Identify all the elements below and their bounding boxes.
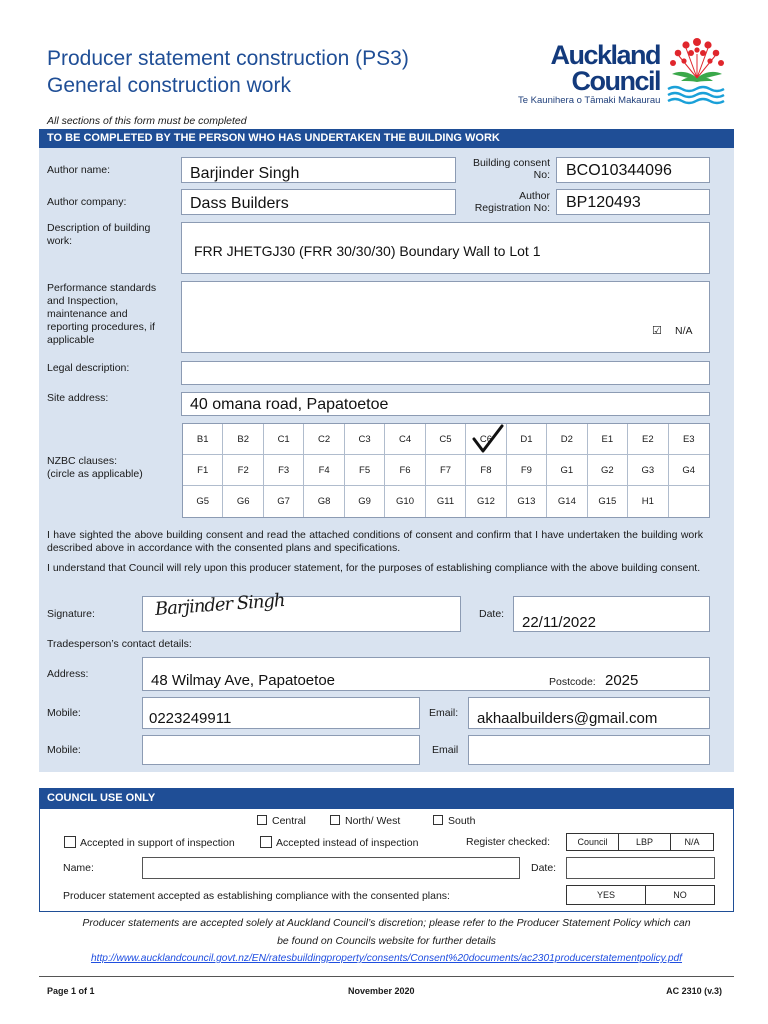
registration-number-value: BP120493 — [566, 194, 641, 211]
clause-cell[interactable]: G5 — [183, 486, 223, 517]
clause-cell[interactable]: E1 — [588, 424, 628, 455]
address-value: 48 Wilmay Ave, Papatoetoe — [151, 672, 335, 689]
clause-cell[interactable]: B1 — [183, 424, 223, 455]
form-subtitle: General construction work — [47, 74, 291, 97]
clause-cell[interactable]: D1 — [507, 424, 547, 455]
author-company-label: Author company: — [47, 196, 127, 208]
accepted-support-option[interactable]: Accepted in support of inspection — [64, 836, 235, 849]
clause-cell[interactable]: G13 — [507, 486, 547, 517]
clause-cell[interactable]: G7 — [264, 486, 304, 517]
mobile2-field[interactable] — [142, 735, 420, 765]
nzbc-label: NZBC clauses: (circle as applicable) — [47, 455, 143, 480]
accepted-support-checkbox[interactable] — [64, 836, 76, 848]
footer-divider — [39, 976, 734, 977]
address-field[interactable] — [142, 657, 710, 691]
clause-cell[interactable]: F5 — [345, 455, 385, 486]
description-value: FRR JHETGJ30 (FRR 30/30/30) Boundary Wall to Lot 1 — [194, 243, 541, 259]
checkmark-icon — [471, 424, 505, 456]
clause-cell[interactable]: F8 — [466, 455, 506, 486]
clause-cell[interactable]: G6 — [223, 486, 263, 517]
north-west-checkbox[interactable] — [330, 815, 340, 825]
council-date-field[interactable] — [566, 857, 715, 879]
site-address-value: 40 omana road, Papatoetoe — [190, 396, 389, 413]
clause-cell[interactable]: G2 — [588, 455, 628, 486]
clause-cell[interactable]: C1 — [264, 424, 304, 455]
signature-image: Barjinder Singh — [154, 589, 286, 620]
clause-cell[interactable]: F1 — [183, 455, 223, 486]
clause-cell[interactable]: D2 — [547, 424, 587, 455]
consent-label: Building consent No: — [472, 157, 550, 181]
clause-cell[interactable]: F6 — [385, 455, 425, 486]
accepted-instead-checkbox[interactable] — [260, 836, 272, 848]
clause-cell[interactable]: F4 — [304, 455, 344, 486]
clause-cell[interactable]: B2 — [223, 424, 263, 455]
page-number: Page 1 of 1 — [47, 986, 95, 996]
council-name-label: Name: — [63, 862, 94, 874]
option-south[interactable]: South — [433, 815, 475, 827]
signature-label: Signature: — [47, 608, 95, 620]
logo-text-council: Council — [571, 66, 660, 96]
form-code: AC 2310 (v.3) — [666, 986, 722, 996]
date-value: 22/11/2022 — [522, 614, 596, 631]
clause-cell[interactable]: G15 — [588, 486, 628, 517]
clause-cell[interactable]: G9 — [345, 486, 385, 517]
clause-cell[interactable]: G10 — [385, 486, 425, 517]
form-date: November 2020 — [348, 986, 415, 996]
clause-cell[interactable]: F3 — [264, 455, 304, 486]
clause-cell[interactable]: G11 — [426, 486, 466, 517]
clause-cell[interactable]: C6 — [466, 424, 506, 455]
address-label: Address: — [47, 668, 89, 680]
date-label: Date: — [479, 608, 505, 620]
nzbc-clause-grid — [182, 423, 710, 518]
clause-cell[interactable]: C4 — [385, 424, 425, 455]
completion-note: All sections of this form must be completed — [47, 115, 247, 127]
statement-reliance: I understand that Council will rely upon this producer statement, for the purposes of establishing compliance with the above building consent. — [47, 562, 701, 574]
email-label: Email: — [429, 707, 459, 719]
policy-link-wrap — [39, 950, 734, 966]
performance-field[interactable] — [181, 281, 710, 353]
clause-cell[interactable]: C5 — [426, 424, 466, 455]
site-address-label: Site address: — [47, 392, 109, 404]
policy-link[interactable]: http://www.aucklandcouncil.govt.nz/EN/ratesbuildingproperty/consents/Consent%20documents/ac2301producerstatementpolicy.pdf — [90, 953, 683, 964]
postcode-value: 2025 — [605, 672, 639, 689]
clause-cell[interactable] — [669, 486, 709, 517]
logo-tagline: Te Kaunihera o Tāmaki Makaurau — [518, 95, 661, 106]
clause-cell[interactable]: G8 — [304, 486, 344, 517]
email2-field[interactable] — [468, 735, 710, 765]
council-date-label: Date: — [531, 862, 557, 874]
central-checkbox[interactable] — [257, 815, 267, 825]
description-label: Description of building work: — [47, 222, 151, 247]
option-central[interactable]: Central — [257, 815, 306, 827]
section-heading: TO BE COMPLETED BY THE PERSON WHO HAS UNDERTAKEN THE BUILDING WORK — [39, 129, 734, 148]
legal-description-field[interactable] — [181, 361, 710, 385]
email-field[interactable] — [468, 697, 710, 729]
mobile-label: Mobile: — [47, 707, 81, 719]
logo-text-auckland: Auckland — [550, 40, 660, 70]
register-lbp-option[interactable]: LBP — [618, 833, 671, 851]
signature-field[interactable] — [142, 589, 461, 632]
registration-number-field[interactable] — [556, 189, 710, 215]
na-label: N/A — [675, 325, 693, 337]
postcode-label: Postcode: — [549, 676, 596, 688]
email-value: akhaalbuilders@gmail.com — [477, 710, 658, 727]
policy-note-line1: Producer statements are accepted solely at Auckland Council’s discretion; please refer to the Producer Statement Policy which can — [82, 917, 691, 929]
author-name-field[interactable] — [181, 157, 456, 183]
council-name-field[interactable] — [142, 857, 520, 879]
clause-cell[interactable]: G14 — [547, 486, 587, 517]
register-na-option[interactable]: N/A — [670, 833, 714, 851]
policy-note-line2: be found on Councils website for further details — [277, 935, 496, 947]
tradesperson-label: Tradesperson’s contact details: — [47, 638, 192, 650]
consent-number-field[interactable] — [556, 157, 710, 183]
register-checked-label: Register checked: — [466, 836, 551, 848]
yes-option[interactable]: YES — [566, 885, 646, 905]
author-name-value: Barjinder Singh — [190, 165, 300, 182]
clause-cell[interactable]: G1 — [547, 455, 587, 486]
option-north-west[interactable]: North/ West — [330, 815, 400, 827]
site-address-field[interactable] — [181, 392, 710, 416]
author-name-label: Author name: — [47, 164, 111, 176]
na-checkbox[interactable]: ☑ — [652, 325, 662, 337]
clause-cell[interactable]: H1 — [628, 486, 668, 517]
consent-number-value: BCO10344096 — [566, 162, 672, 179]
date-field[interactable] — [513, 596, 710, 632]
clause-cell[interactable]: E3 — [669, 424, 709, 455]
clause-cell[interactable]: F9 — [507, 455, 547, 486]
clause-cell[interactable]: G4 — [669, 455, 709, 486]
description-field[interactable] — [181, 222, 710, 274]
clause-cell[interactable]: C2 — [304, 424, 344, 455]
author-company-value: Dass Builders — [190, 195, 289, 212]
council-heading: COUNCIL USE ONLY — [39, 788, 734, 808]
performance-label: Performance standards and Inspection, maintenance and reporting procedures, if applicable — [47, 282, 157, 346]
mobile2-label: Mobile: — [47, 744, 81, 756]
mobile-value: 0223249911 — [149, 710, 232, 727]
registration-label: Author Registration No: — [474, 190, 550, 214]
legal-description-label: Legal description: — [47, 362, 130, 374]
compliance-label: Producer statement accepted as establishing compliance with the consented plans: — [63, 890, 450, 902]
clause-cell[interactable]: G3 — [628, 455, 668, 486]
no-option[interactable]: NO — [645, 885, 715, 905]
pohutukawa-logo-icon — [664, 34, 730, 108]
south-checkbox[interactable] — [433, 815, 443, 825]
email2-label: Email — [432, 744, 459, 756]
statement-sighted: I have sighted the above building consent and read the attached conditions of consent and confirm that I have undertaken the building work described above in accordance with the consented plans and specifications. — [47, 529, 703, 554]
mobile-field[interactable] — [142, 697, 420, 729]
clause-cell[interactable]: F7 — [426, 455, 466, 486]
clause-cell[interactable]: G12 — [466, 486, 506, 517]
clause-cell[interactable]: F2 — [223, 455, 263, 486]
clause-cell[interactable]: E2 — [628, 424, 668, 455]
clause-cell[interactable]: C3 — [345, 424, 385, 455]
form-title: Producer statement construction (PS3) — [47, 47, 409, 70]
author-company-field[interactable] — [181, 189, 456, 215]
register-council-option[interactable]: Council — [566, 833, 619, 851]
accepted-instead-option[interactable]: Accepted instead of inspection — [260, 836, 418, 849]
